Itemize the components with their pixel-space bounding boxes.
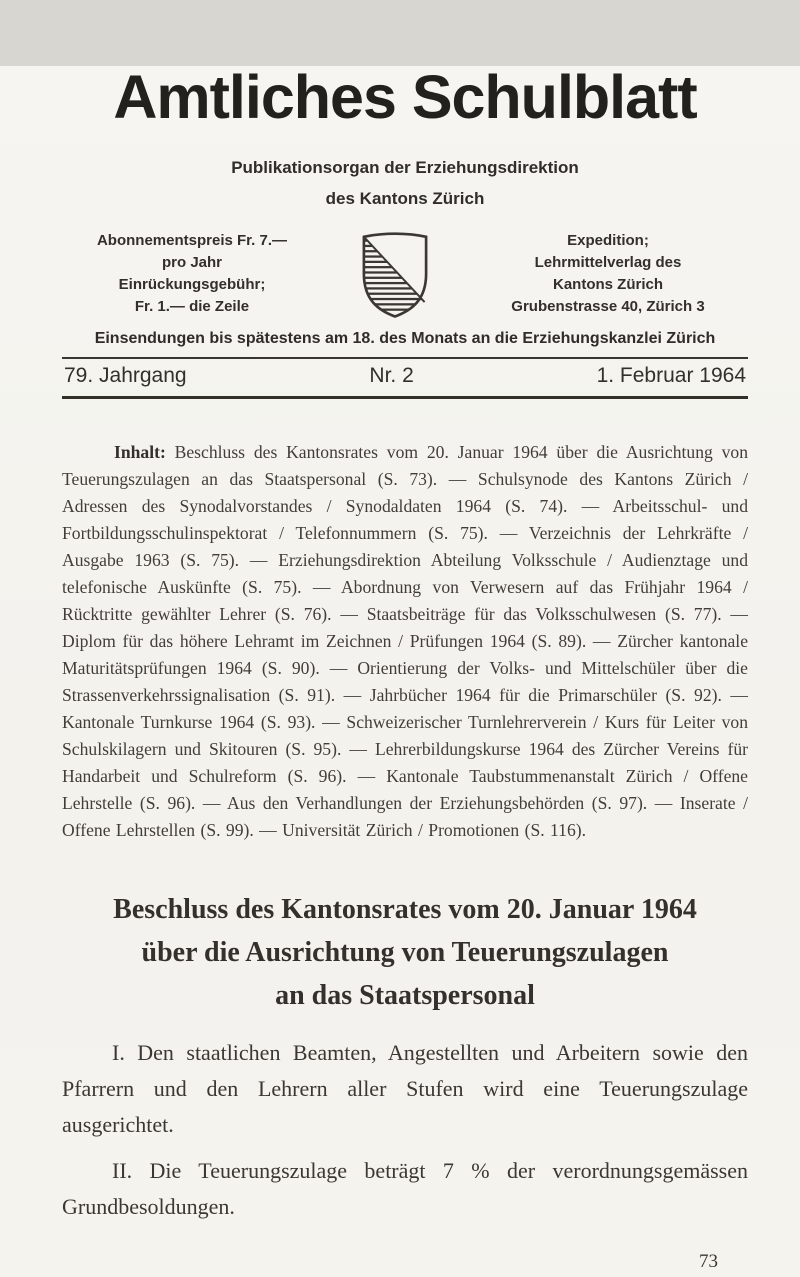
zurich-shield-icon: [350, 230, 440, 318]
heading-line-3: an das Staatspersonal: [275, 980, 535, 1011]
heading-line-1: Beschluss des Kantonsrates vom 20. Januar 1964: [113, 894, 697, 925]
heading-line-2: über die Ausrichtung von Teuerungszulagen: [141, 937, 669, 968]
submission-deadline-note: Einsendungen bis spätestens am 18. des Monats an die Erziehungskanzlei Zürich: [94, 330, 716, 347]
subscription-info: [62, 230, 322, 318]
subscription-line: Einrückungsgebühr;: [118, 276, 266, 293]
expedition-line: Grubenstrasse 40, Zürich 3: [511, 298, 705, 315]
masthead-info-row: [62, 230, 748, 318]
masthead: [62, 63, 748, 399]
subscription-line: Abonnementspreis Fr. 7.—: [96, 232, 288, 249]
page-title: Amtliches Schulblatt: [113, 63, 697, 131]
issue-info-row: [62, 359, 748, 396]
table-of-contents: [62, 439, 748, 844]
subtitle-line-2: des Kantons Zürich: [325, 189, 485, 208]
toc-text: Beschluss des Kantonsrates vom 20. Januar 1964 über die Ausrichtung von Teuerungszulagen an das Staatspersonal (S. 73). — Schulsynode des Kantons Zürich / Adressen des Synodalvorstandes / Synodaldaten 1964 (S. 74). — Arbeitsschul- und Fortbildungsschulinspektorat / Telefonnummern (S. 75). — Verzeichnis der Lehrkräfte / Ausgabe 1963 (S. 75). — Erziehungsdirektion Abteilung Volksschule / Audienztage und telefonische Auskünfte (S. 75). — Abordnung von Verwesern auf das Frühjahr 1964 / Rücktritte gewählter Lehrer (S. 76). — Staatsbeiträge für das Volksschulwesen (S. 77). — Diplom für das höhere Lehramt im Zeichnen / Prüfungen 1964 (S. 89). — Zürcher kantonale Maturitätsprüfungen 1964 (S. 90). — Orientierung der Volks- und Mittelschüler über die Strassenverkehrssignalisation (S. 91). — Jahrbücher 1964 für die Primarschüler (S. 92). — Kantonale Turnkurse 1964 (S. 93). — Schweizerischer Turnlehrerverein / Kurs für Leiter von Schulskilagern und Skitouren (S. 95). — Lehrerbildungskurse 1964 des Zürcher Vereins für Handarbeit und Schulreform (S. 96). — Kantonale Taubstummenanstalt Zürich / Offene Lehrstelle (S. 96). — Aus den Verhandlungen der Erziehungsbehörden (S. 97). — Inserate / Offene Lehrstellen (S. 99). — Universität Zürich / Promotionen (S. 116).: [62, 442, 748, 840]
scanned-gazette-page: [0, 63, 800, 1277]
expedition-line: Kantons Zürich: [552, 276, 663, 293]
article-paragraph-1: I. Den staatlichen Beamten, Angestellten und Arbeitern sowie den Pfarrern und den Lehrern aller Stufen wird eine Teuerungszulage ausgerichtet.: [62, 1040, 748, 1137]
expedition-line: Expedition;: [567, 232, 649, 249]
issue-date: 1. Februar 1964: [596, 364, 746, 387]
decree-article: [62, 888, 748, 1225]
volume-label: 79. Jahrgang: [64, 364, 187, 387]
subtitle-line-1: Publikationsorgan der Erziehungsdirektion: [231, 158, 579, 177]
masthead-rule-bottom: [62, 396, 748, 399]
article-heading: [62, 888, 748, 1017]
masthead-subtitle: [62, 152, 748, 214]
issue-number: Nr. 2: [369, 364, 414, 387]
page-number: 73: [699, 1251, 718, 1272]
expedition-info: [468, 230, 748, 318]
article-paragraph-2: II. Die Teuerungszulage beträgt 7 % der verordnungsgemässen Grundbesoldungen.: [62, 1158, 748, 1219]
subscription-line: pro Jahr: [161, 254, 222, 271]
subscription-line: Fr. 1.— die Zeile: [134, 298, 250, 315]
toc-label: Inhalt:: [114, 442, 166, 462]
expedition-line: Lehrmittelverlag des: [534, 254, 682, 271]
